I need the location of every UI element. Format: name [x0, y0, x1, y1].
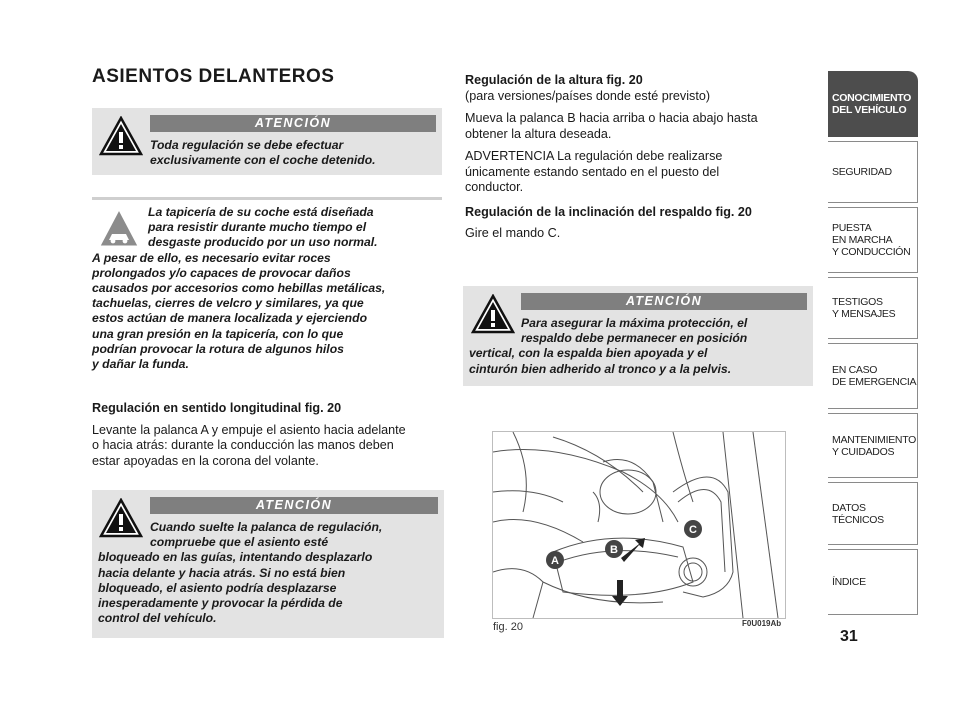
text-line: bloqueado, el asiento podría desplazarse: [98, 580, 337, 595]
sidebar-tab-6[interactable]: [828, 413, 918, 478]
text-line: únicamente estando sentado en el puesto del: [465, 164, 720, 179]
recline-text: Gire el mando C.: [465, 226, 561, 240]
sidebar-tab-label: PUESTA EN MARCHA Y CONDUCCIÓN: [832, 222, 911, 258]
text-line: estos actúan de manera localizada y ejerciendo: [92, 311, 368, 326]
sidebar-tab-label: DATOS TÉCNICOS: [832, 501, 884, 526]
text-line: y dañar la funda.: [92, 357, 189, 372]
warning-triangle-icon: [99, 116, 143, 156]
text-line: inesperadamente y provocar la pérdida de: [98, 596, 343, 611]
text-line: Para asegurar la máxima protección, el: [521, 316, 748, 330]
sidebar-tab-4[interactable]: [828, 277, 918, 339]
text-line: una gran presión en la tapicería, con lo que: [92, 326, 344, 341]
warning-header: ATENCIÓN: [521, 293, 807, 310]
longitudinal-text: [92, 423, 452, 470]
height-section: [465, 73, 815, 242]
text-line: prolongados y/o capaces de provocar daños: [92, 265, 351, 280]
label-c: C: [689, 524, 697, 536]
sidebar-tab-1[interactable]: [828, 71, 918, 137]
text-line: cinturón bien adherido al tronco y a la pelvis.: [469, 361, 732, 376]
sidebar-tab-label: SEGURIDAD: [832, 166, 892, 178]
text-line: desgaste producido por un uso normal.: [148, 235, 378, 250]
text-line: compruebe que el asiento esté: [150, 535, 329, 550]
text-line: para resistir durante mucho tiempo el: [148, 220, 367, 235]
warning-header: ATENCIÓN: [150, 497, 438, 514]
text-line: ADVERTENCIA La regulación debe realizarse: [465, 149, 723, 163]
text-line: estar apoyadas en la corona del volante.: [92, 453, 319, 468]
text-line: Mueva la palanca B hacia arriba o hacia abajo hasta: [465, 111, 758, 125]
warning-box-2: [92, 490, 444, 638]
text-line: Levante la palanca A y empuje el asiento hacia adelante: [92, 422, 406, 437]
height-heading: Regulación de la altura fig. 20: [465, 73, 643, 87]
text-line: vertical, con la espalda bien apoyada y el: [469, 346, 708, 361]
page-number: 31: [840, 628, 858, 645]
seat-illustration: [493, 432, 785, 618]
note-text: [92, 205, 447, 372]
warning-text: Toda regulación se debe efectuar exclusivamente con el coche detenido.: [150, 138, 376, 168]
text-line: Cuando suelte la palanca de regulación,: [150, 520, 383, 534]
page-title: ASIENTOS DELANTEROS: [92, 66, 335, 87]
sidebar-tab-label: MANTENIMIENTO Y CUIDADOS: [832, 433, 916, 458]
sidebar-tab-7[interactable]: [828, 482, 918, 545]
height-paragraph-2: [465, 149, 815, 196]
label-b: B: [610, 544, 618, 556]
warning-text: [98, 520, 440, 626]
sidebar-tab-label: TESTIGOS Y MENSAJES: [832, 296, 896, 320]
text-line: tachuelas, cierres de velcro y similares, ya que: [92, 296, 364, 311]
divider: [92, 197, 442, 200]
text-line: podrían provocar la rotura de algunos hilos: [92, 341, 344, 356]
sidebar-tab-label: EN CASO DE EMERGENCIA: [832, 364, 917, 388]
note-block: [92, 205, 447, 372]
longitudinal-section: [92, 401, 452, 469]
car-seat-care-icon: [98, 208, 140, 248]
warning-header: ATENCIÓN: [150, 115, 436, 132]
warning-box-3: [463, 286, 813, 386]
recline-heading: Regulación de la inclinación del respaldo fig. 20: [465, 204, 752, 219]
height-subtitle: (para versiones/países donde esté previsto): [465, 88, 711, 103]
figure-seat-controls: [492, 431, 786, 619]
sidebar-tab-5[interactable]: [828, 343, 918, 409]
sidebar-tab-label: ÍNDICE: [832, 576, 866, 588]
height-paragraph-1: [465, 111, 815, 142]
sidebar-tab-label: CONOCIMIENTO DEL VEHÍCULO: [832, 92, 912, 116]
text-line: A pesar de ello, es necesario evitar roces: [92, 250, 331, 265]
text-line: La tapicería de su coche está diseñada: [148, 205, 374, 219]
figure-code: F0U019Ab: [742, 619, 782, 628]
text-line: hacia delante y hacia atrás. Si no está bien: [98, 565, 346, 580]
text-line: causados por accesorios como hebillas metálicas,: [92, 281, 386, 296]
sidebar-tab-8[interactable]: [828, 549, 918, 615]
figure-caption: fig. 20: [493, 621, 523, 633]
text-line: obtener la altura deseada.: [465, 126, 612, 141]
sidebar-tab-3[interactable]: [828, 207, 918, 273]
warning-box-1: [92, 108, 442, 175]
text-line: respaldo debe permanecer en posición: [521, 331, 748, 346]
longitudinal-heading: Regulación en sentido longitudinal fig. 20: [92, 401, 342, 415]
text-line: control del vehículo.: [98, 611, 217, 626]
text-line: bloqueado en las guías, intentando desplazarlo: [98, 550, 373, 565]
text-line: o hacia atrás: durante la conducción las manos deben: [92, 438, 394, 452]
sidebar-tab-2[interactable]: [828, 141, 918, 203]
label-a: A: [551, 555, 559, 567]
warning-text: [469, 316, 811, 377]
text-line: conductor.: [465, 180, 524, 194]
